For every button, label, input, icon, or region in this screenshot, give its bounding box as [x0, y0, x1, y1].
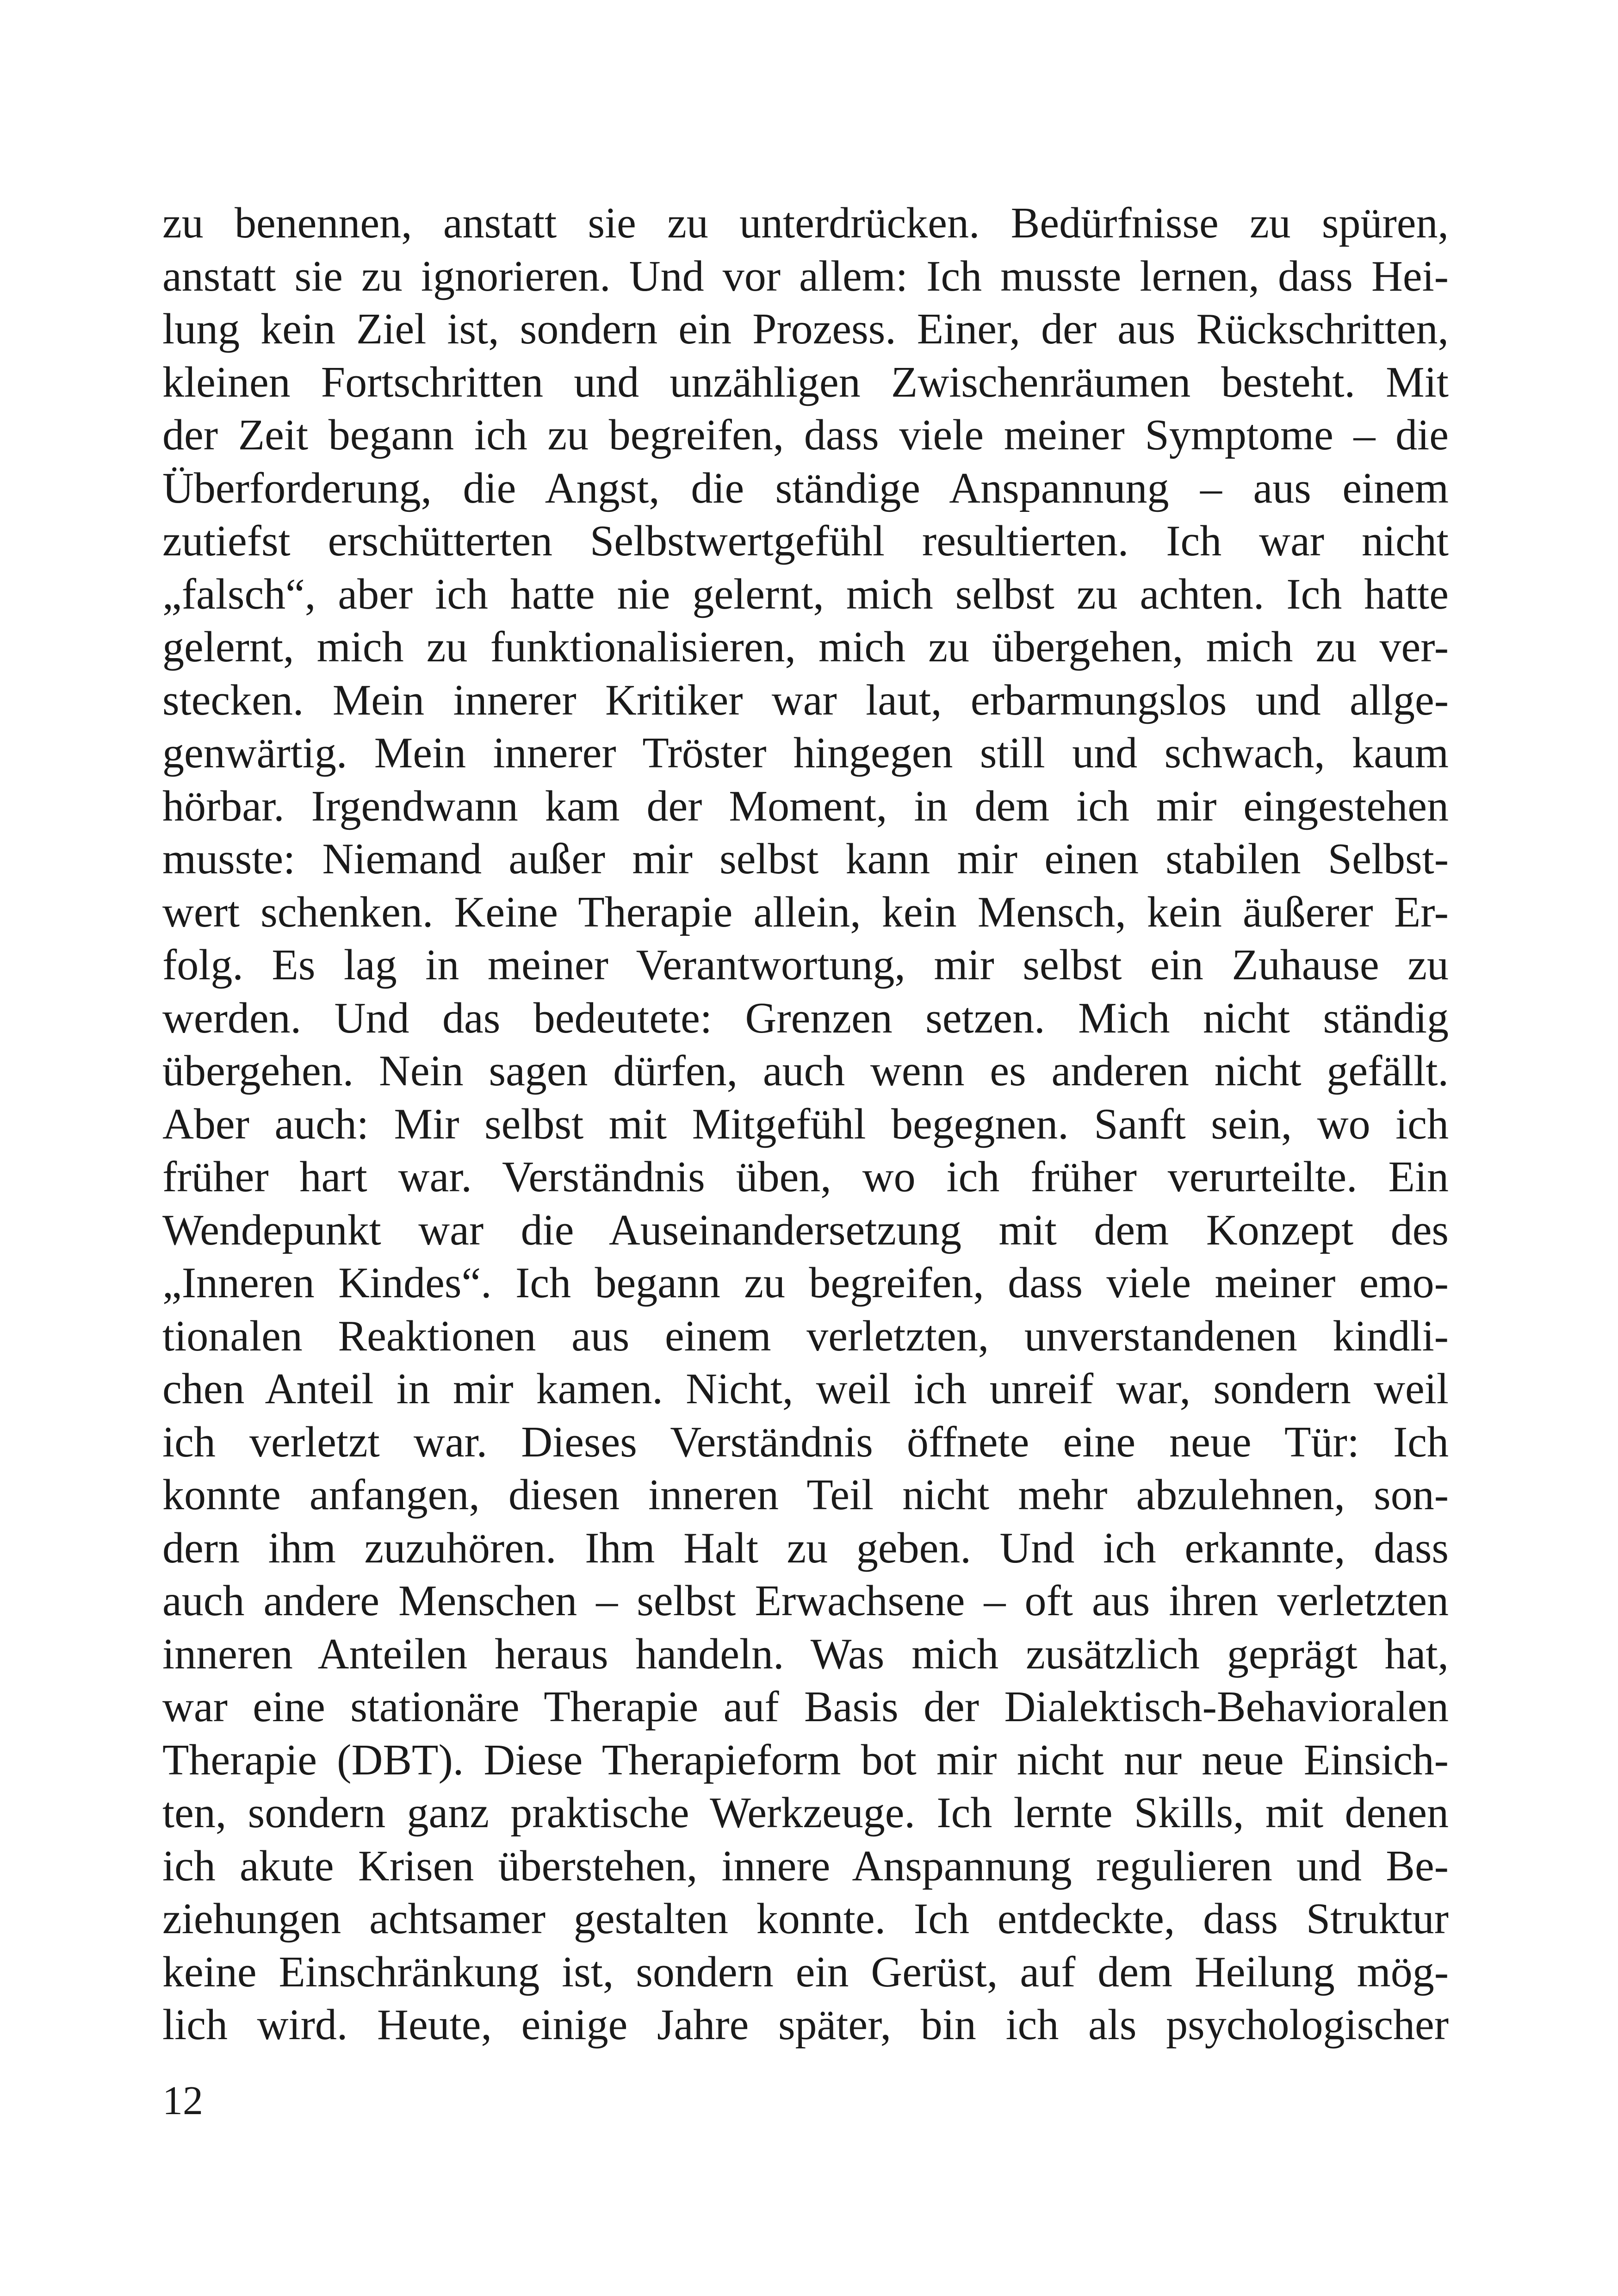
text-line: Überforderung, die Angst, die ständige Anspannung – aus einem — [162, 464, 1449, 512]
text-line: früher hart war. Verständnis üben, wo ich früher verurteilte. Ein — [162, 1153, 1449, 1201]
text-line: tionalen Reaktionen aus einem verletzten, unverstandenen kindli- — [162, 1312, 1449, 1360]
text-line: der Zeit begann ich zu begreifen, dass viele meiner Symptome – die — [162, 411, 1449, 459]
text-line: ziehungen achtsamer gestalten konnte. Ich entdeckte, dass Struktur — [162, 1895, 1449, 1943]
text-line: musste: Niemand außer mir selbst kann mir einen stabilen Selbst- — [162, 835, 1449, 883]
text-line: ich verletzt war. Dieses Verständnis öffnete eine neue Tür: Ich — [162, 1418, 1449, 1466]
text-line: Therapie (DBT). Diese Therapieform bot mir nicht nur neue Einsich- — [162, 1736, 1449, 1784]
text-line: „Inneren Kindes“. Ich begann zu begreifen, dass viele meiner emo- — [162, 1259, 1449, 1307]
text-line: kleinen Fortschritten und unzähligen Zwischenräumen besteht. Mit — [162, 358, 1449, 406]
body-text — [162, 197, 1449, 2052]
text-line: inneren Anteilen heraus handeln. Was mich zusätzlich geprägt hat, — [162, 1630, 1449, 1678]
text-line: wert schenken. Keine Therapie allein, kein Mensch, kein äußerer Er- — [162, 888, 1449, 936]
text-line: folg. Es lag in meiner Verantwortung, mir selbst ein Zuhause zu — [162, 941, 1449, 989]
text-line: Aber auch: Mir selbst mit Mitgefühl begegnen. Sanft sein, wo ich — [162, 1100, 1449, 1148]
text-line: ich akute Krisen überstehen, innere Anspannung regulieren und Be- — [162, 1842, 1449, 1890]
page-number: 12 — [162, 2078, 203, 2123]
text-line: zutiefst erschütterten Selbstwertgefühl resultierten. Ich war nicht — [162, 517, 1449, 565]
text-line: lich wird. Heute, einige Jahre später, bin ich als psychologischer — [162, 2001, 1449, 2049]
text-line: gelernt, mich zu funktionalisieren, mich zu übergehen, mich zu ver- — [162, 623, 1449, 671]
text-line: Wendepunkt war die Auseinandersetzung mit dem Konzept des — [162, 1206, 1449, 1254]
text-line: anstatt sie zu ignorieren. Und vor allem: Ich musste lernen, dass Hei- — [162, 252, 1449, 300]
text-line: hörbar. Irgendwann kam der Moment, in dem ich mir eingestehen — [162, 782, 1449, 830]
text-line: ten, sondern ganz praktische Werkzeuge. Ich lernte Skills, mit denen — [162, 1789, 1449, 1837]
text-line: stecken. Mein innerer Kritiker war laut, erbarmungslos und allge- — [162, 676, 1449, 724]
text-line: war eine stationäre Therapie auf Basis der Dialektisch-Behavioralen — [162, 1683, 1449, 1731]
text-line: lung kein Ziel ist, sondern ein Prozess. Einer, der aus Rückschritten, — [162, 305, 1449, 353]
text-line: werden. Und das bedeutete: Grenzen setzen. Mich nicht ständig — [162, 994, 1449, 1042]
text-line: übergehen. Nein sagen dürfen, auch wenn es anderen nicht gefällt. — [162, 1047, 1449, 1095]
text-line: auch andere Menschen – selbst Erwachsene – oft aus ihren verletzten — [162, 1577, 1449, 1625]
text-line: zu benennen, anstatt sie zu unterdrücken. Bedürfnisse zu spüren, — [162, 199, 1449, 247]
text-line: dern ihm zuzuhören. Ihm Halt zu geben. Und ich erkannte, dass — [162, 1524, 1449, 1572]
text-line: chen Anteil in mir kamen. Nicht, weil ich unreif war, sondern weil — [162, 1365, 1449, 1413]
text-line: genwärtig. Mein innerer Tröster hingegen still und schwach, kaum — [162, 729, 1449, 777]
text-line: „falsch“, aber ich hatte nie gelernt, mich selbst zu achten. Ich hatte — [162, 570, 1449, 618]
text-line: konnte anfangen, diesen inneren Teil nicht mehr abzulehnen, son- — [162, 1471, 1449, 1519]
text-line: keine Einschränkung ist, sondern ein Gerüst, auf dem Heilung mög- — [162, 1948, 1449, 1996]
